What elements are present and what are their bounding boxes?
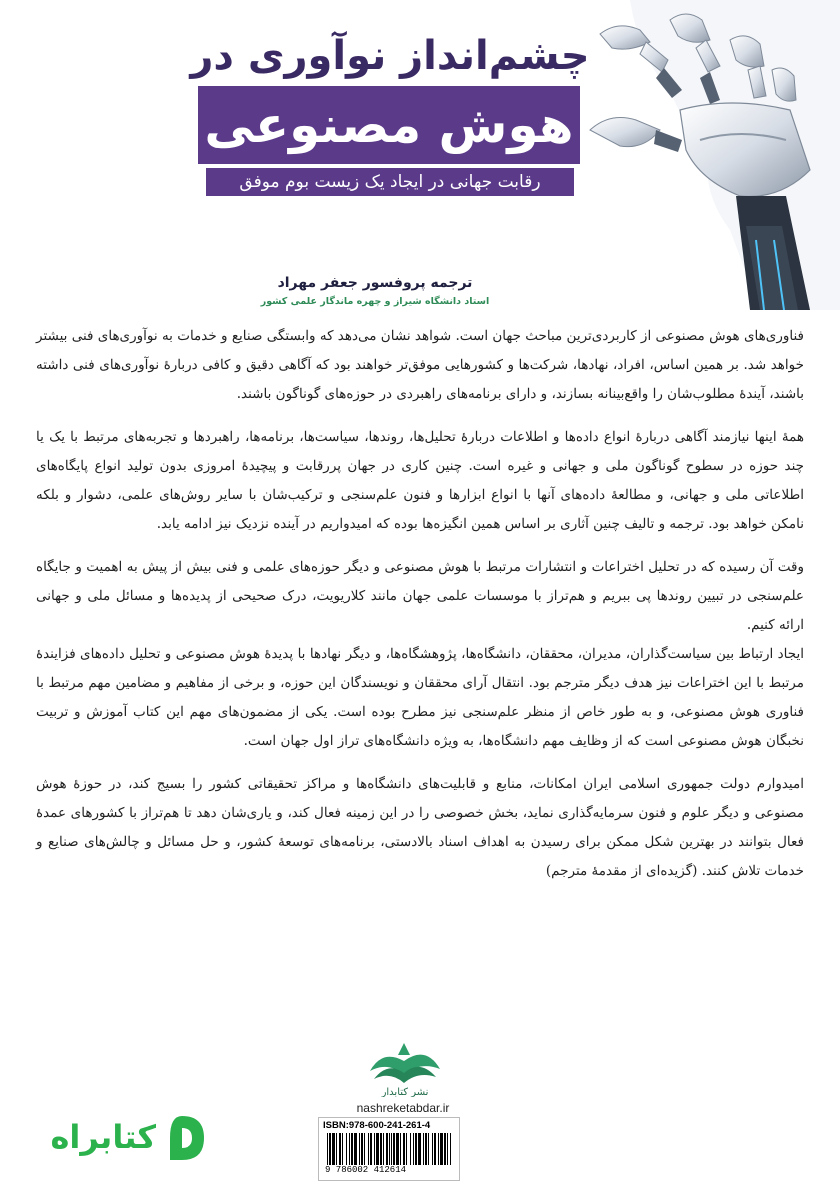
- translator-role: استاد دانشگاه شیراز و چهره ماندگار علمی کشور: [260, 296, 490, 307]
- barcode-digits: 9 786002 412614: [325, 1165, 407, 1175]
- robot-hand-icon: [560, 0, 840, 310]
- publisher-website: nashreketabdar.ir: [356, 1101, 450, 1115]
- isbn-label: ISBN:978-600-241-261-4: [323, 1120, 431, 1131]
- book-title-main: هوش مصنوعی: [198, 86, 580, 164]
- paragraph: امیدوارم دولت جمهوری اسلامی ایران امکانات، منابع و قابلیت‌های دانشگاه‌ها و مراکز تحقیقاتی کشور را بسیج کند، در حوزهٔ هوش مصنوعی و دیگر علوم و فنون سرمایه‌گذاری نماید، بخش خصوصی را در این زمینه فعال کند، و یاری‌شان دهد تا هم‌تراز با کشورهای عمدهٔ فعال بتوانند در بهترین شکل ممکن برای رسیدن به اهداف اسناد بالادستی، برنامه‌های توسعهٔ کشور، و حل مسائل و چالش‌های صنایع و خدمات تلاش کنند. (گزیده‌ای از مقدمهٔ مترجم): [36, 776, 804, 879]
- ketabrah-name: کتابراه: [50, 1118, 156, 1156]
- barcode-icon: [327, 1133, 451, 1165]
- publisher-logo-icon: [360, 1035, 450, 1097]
- paragraph: همهٔ اینها نیازمند آگاهی دربارهٔ انواع داده‌ها و اطلاعات دربارهٔ تحلیل‌ها، روندها، سیاست‌ها، برنامه‌ها، راهبردها و تجربه‌های مرتبط با یک یا چند حوزه در سطوح گوناگون ملی و جهانی و غیره است. چنین کاری در جهان پررقابت و پیچیدهٔ امروزی بدون تولید انواع پایگاه‌های اطلاعاتی ملی و جهانی، و مطالعهٔ داده‌های آنها با انواع ابزارها و فنون علم‌سنجی و ترکیب‌شان با سایر روش‌های علمی، دشوار و بلکه نامکن خواهد بود. ترجمه و تالیف چنین آثاری بر اساس همین انگیزه‌ها بوده که امیدواریم در آینده نزدیک نیز ادامه یابد.: [36, 429, 804, 532]
- paragraph: وقت آن رسیده که در تحلیل اختراعات و انتشارات مرتبط با هوش مصنوعی و دیگر حوزه‌های علمی و فنی بیش از پیش به اهمیت و جایگاه علم‌سنجی در تبیین روندها پی ببریم و هم‌تراز با موسسات علمی جهان مانند کلاریویت، درک صحیحی از پدیده‌ها و مسائل ملی و جهانی ارائه کنیم.: [36, 559, 804, 633]
- paragraph: فناوری‌های هوش مصنوعی از کاربردی‌ترین مباحث جهان است. شواهد نشان می‌دهد که وابستگی صنایع و خدمات به نوآوری‌های فنی بیشتر خواهد شد. بر همین اساس، افراد، نهادها، شرکت‌ها و کشورهایی موفق‌تر خواهند بود که آگاهی دقیق و کافی دربارهٔ نوآوری‌های فنی داشته باشند، آیندهٔ مطلوب‌شان را واقع‌بینانه بسازند، و دارای برنامه‌های راهبردی در حوزه‌های گوناگون باشند.: [36, 328, 804, 402]
- ketabrah-logo-icon: [156, 1112, 208, 1164]
- publisher-logo-text: نشر کتابدار: [381, 1087, 429, 1097]
- back-cover-text: [36, 322, 804, 886]
- ketabrah-logo: [38, 1112, 218, 1164]
- book-subtitle: رقابت جهانی در ایجاد یک زیست بوم موفق: [206, 168, 574, 196]
- isbn-barcode: [318, 1117, 460, 1181]
- book-title-top: چشم‌انداز نوآوری در: [190, 33, 590, 79]
- translator-name: ترجمه پروفسور جعفر مهراد: [277, 275, 473, 291]
- paragraph: ایجاد ارتباط بین سیاست‌گذاران، مدیران، محققان، دانشگاه‌ها، پژوهشگاه‌ها، و دیگر نهادها با پدیدهٔ هوش مصنوعی و تحلیل داده‌های فزایندهٔ مرتبط با این اختراعات نیز هدف دیگر مترجم بود. انتقال آرای محققان و نویسندگان این حوزه، و برخی از مفاهیم و مضامین مهم مرتبط با فناوری هوش مصنوعی، و به طور خاص از منظر علم‌سنجی نیز مطرح بوده است. یکی از مضمون‌های مهم این کتاب آموزش و تربیت نخبگان هوش مصنوعی است که از وظایف مهم دانشگاه‌ها، به ویژه دانشگاه‌های تراز اول جهان است.: [36, 646, 804, 749]
